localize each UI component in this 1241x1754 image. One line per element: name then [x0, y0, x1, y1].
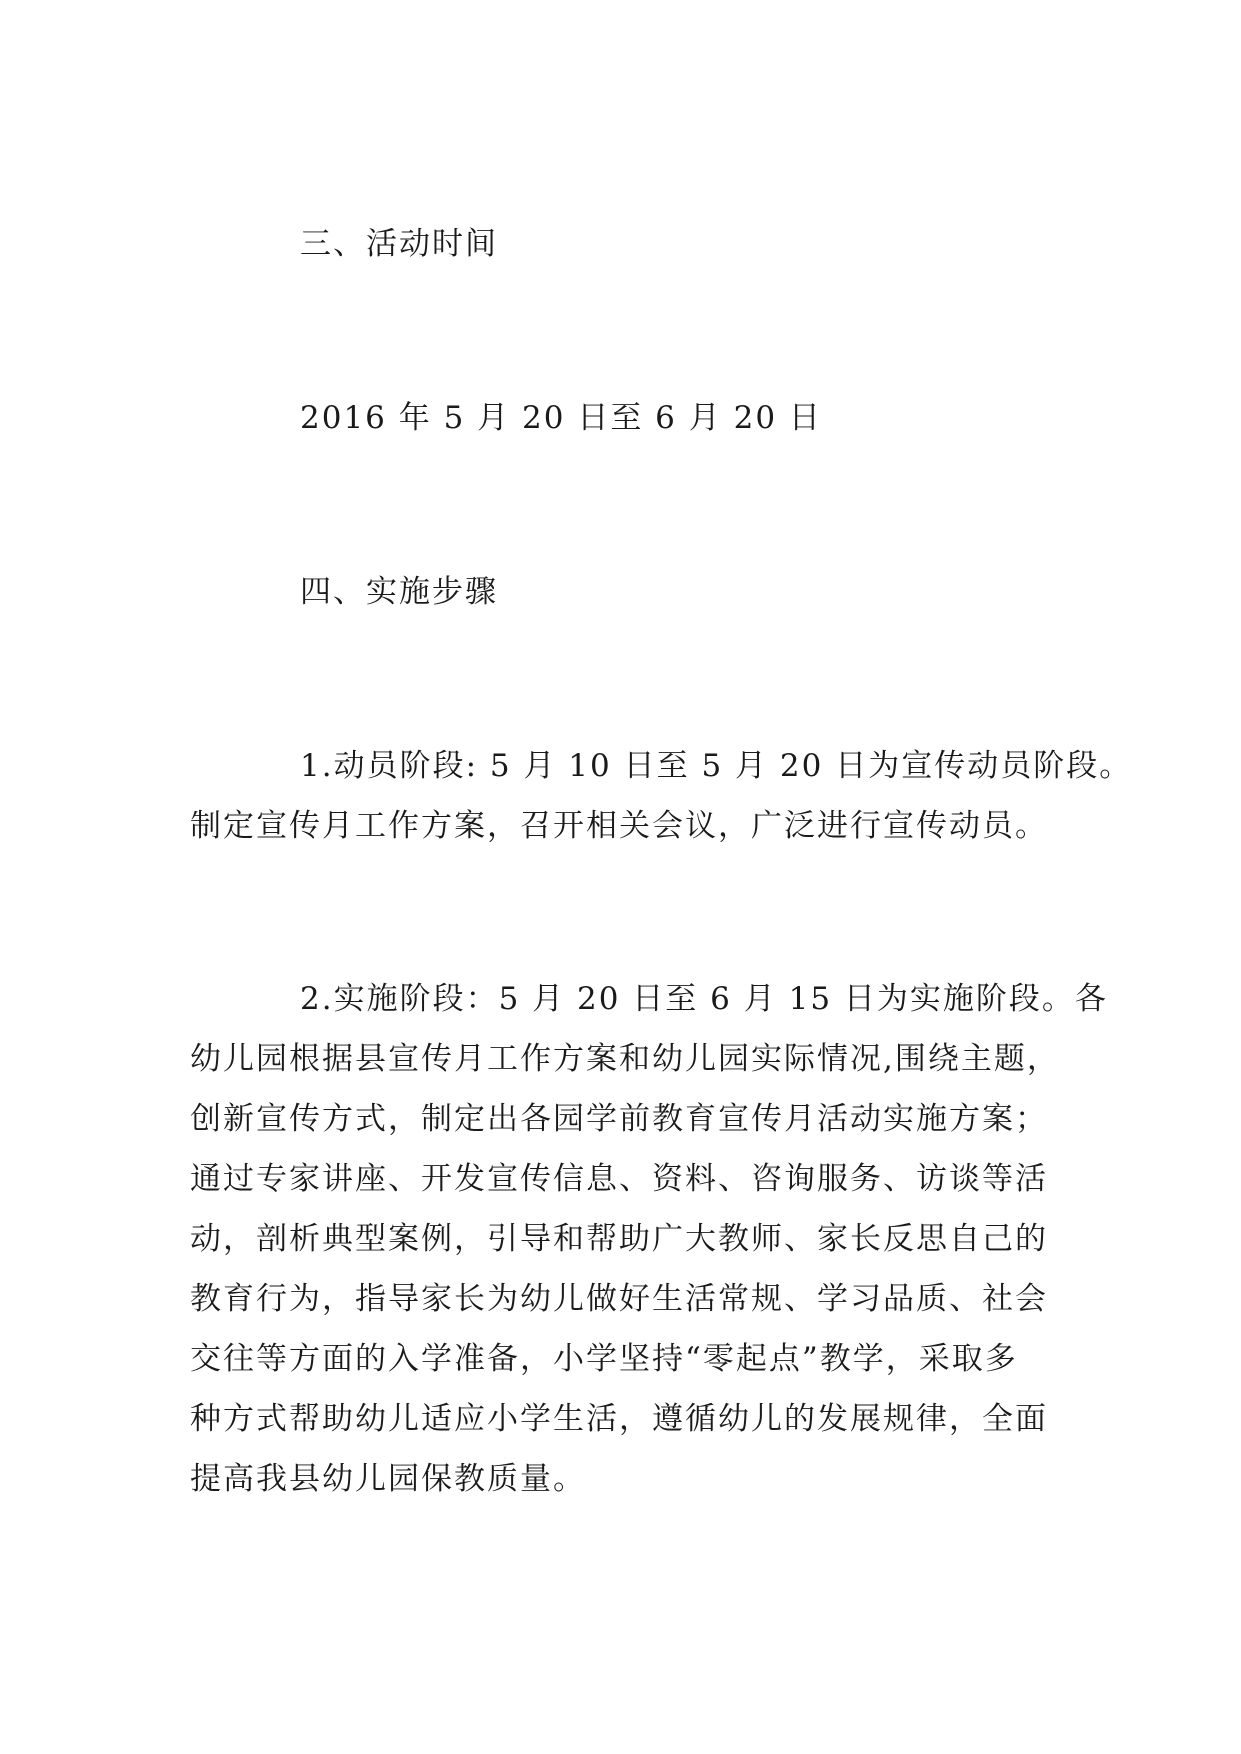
section-heading-activity-time: 三、活动时间: [300, 226, 498, 262]
paragraph-line: 制定宣传月工作方案，召开相关会议，广泛进行宣传动员。: [190, 808, 1048, 844]
paragraph-line: 教育行为，指导家长为幼儿做好生活常规、学习品质、社会: [190, 1281, 1048, 1317]
paragraph-line: 交往等方面的入学准备，小学坚持“零起点”教学，采取多: [190, 1341, 1018, 1377]
paragraph-line: 创新宣传方式，制定出各园学前教育宣传月活动实施方案；: [190, 1101, 1048, 1137]
paragraph-line: 2.实施阶段：5 月 20 日至 6 月 15 日为实施阶段。各: [300, 981, 1108, 1017]
paragraph-line: 动，剖析典型案例，引导和帮助广大教师、家长反思自己的: [190, 1221, 1048, 1257]
paragraph-line: 种方式帮助幼儿适应小学生活，遵循幼儿的发展规律，全面: [190, 1401, 1048, 1437]
section-heading-implementation-steps: 四、实施步骤: [300, 574, 498, 610]
paragraph-line: 提高我县幼儿园保教质量。: [190, 1461, 586, 1497]
paragraph-line: 幼儿园根据县宣传月工作方案和幼儿园实际情况,围绕主题，: [190, 1041, 1060, 1077]
activity-date-range: 2016 年 5 月 20 日至 6 月 20 日: [300, 400, 822, 436]
paragraph-line: 通过专家讲座、开发宣传信息、资料、咨询服务、访谈等活: [190, 1161, 1048, 1197]
paragraph-line: 1.动员阶段: 5 月 10 日至 5 月 20 日为宣传动员阶段。: [300, 748, 1133, 784]
